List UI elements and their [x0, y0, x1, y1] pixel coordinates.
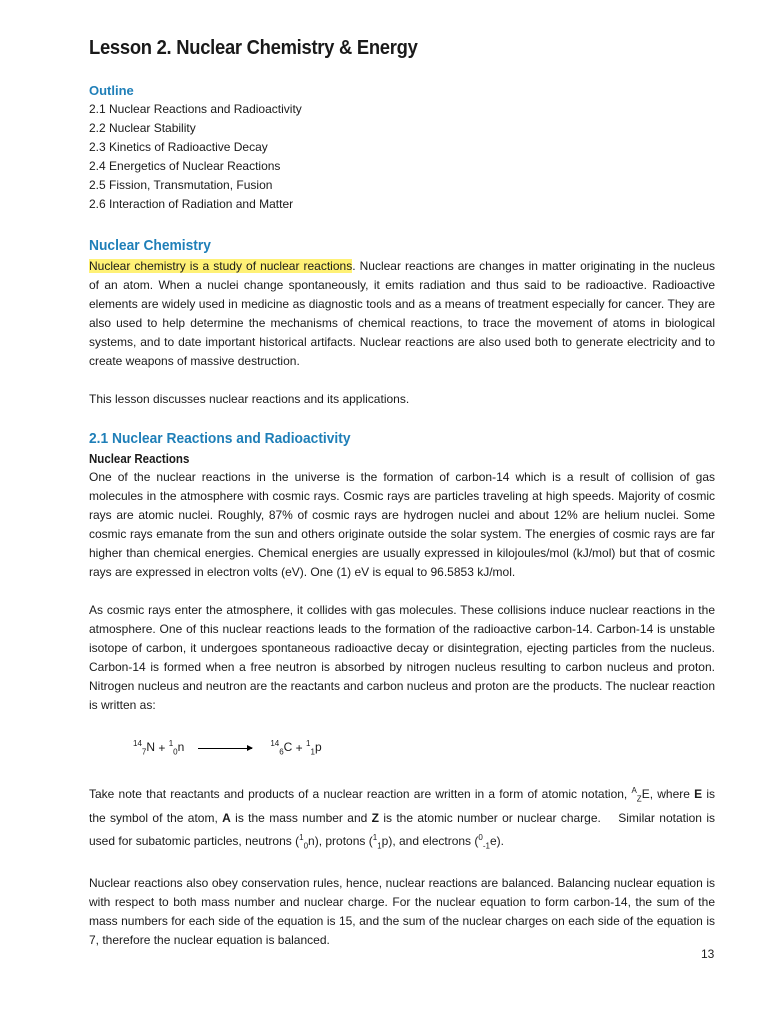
page-number: 13 [701, 947, 715, 961]
subheading-nuclear-reactions: Nuclear Reactions [89, 452, 190, 466]
highlighted-text: Nuclear chemistry is a study of nuclear reactions [89, 259, 353, 273]
outline-item: 2.2 Nuclear Stability [89, 121, 196, 135]
section-heading-nuclear-chemistry: Nuclear Chemistry [89, 237, 211, 254]
outline-item: 2.3 Kinetics of Radioactive Decay [89, 140, 268, 154]
paragraph: Nuclear reactions also obey conservation rules, hence, nuclear reactions are balanced. Balancing nuclear equation is with respect to both mass number and nuclear charge. For the nuclear equation to form carbon-14, the sum of the mass numbers for each side of the equation is 15, and the sum of the nuclear charges on each side of the equation is 7, therefore the nuclear equation is balanced. [89, 876, 715, 948]
paragraph: Take note that reactants and products of a nuclear reaction are written in a form of atomic notation, $^A_Z$E, where E is the symbol of the atom, A is the mass number and Z is the atomic number or nuclear charge. Similar notation is used for subatomic particles, neutrons ($^1_0$n), protons ($^1_1$p), and electrons ($^0_{-1}$e). [89, 786, 719, 851]
outline-item: 2.6 Interaction of Radiation and Matter [89, 197, 294, 211]
paragraph: One of the nuclear reactions in the universe is the formation of carbon-14 which is a result of collision of gas molecules in the atmosphere with cosmic rays. Cosmic rays are particles traveling at high speeds. Majority of cosmic rays are atomic nuclei. Roughly, 87% of cosmic rays are hydrogen nuclei and about 12% are helium nuclei. Some cosmic rays emanate from the sun and others originate outside the solar system. The energies of cosmic rays are far higher than chemical energies. Chemical energies are usually expressed in kilojoules/mol (kJ/mol) but that of cosmic rays are expressed in electron volts (eV). One (1) eV is equal to 96.5853 kJ/mol. [89, 470, 715, 579]
outline-item: 2.1 Nuclear Reactions and Radioactivity [89, 102, 302, 116]
section-heading-2-1: 2.1 Nuclear Reactions and Radioactivity [89, 430, 351, 447]
paragraph: This lesson discusses nuclear reactions and its applications. [89, 392, 410, 406]
outline-item: 2.5 Fission, Transmutation, Fusion [89, 178, 273, 192]
nuclear-equation: $^{14}_7$N + $^1_0$n $^{14}_6$C + $^1_1$p [133, 739, 322, 757]
reaction-arrow-icon [198, 748, 252, 749]
outline-list [89, 100, 715, 214]
lesson-title: Lesson 2. Nuclear Chemistry & Energy [89, 37, 418, 59]
paragraph: As cosmic rays enter the atmosphere, it collides with gas molecules. These collisions induce nuclear reactions in the atmosphere. One of this nuclear reactions leads to the formation of the radioactive carbon-14. Carbon-14 is unstable isotope of carbon, it undergoes spontaneous radioactive decay or disintegration, ejecting particles from the nucleus. Carbon-14 is formed when a free neutron is absorbed by nitrogen nucleus resulting to carbon nucleus and proton. Nitrogen nucleus and neutron are the reactants and carbon nucleus and proton are the products. The nuclear reaction is written as: [89, 603, 715, 712]
outline-item: 2.4 Energetics of Nuclear Reactions [89, 159, 281, 173]
paragraph: Nuclear chemistry is a study of nuclear reactions. Nuclear reactions are changes in matter originating in the nucleus of an atom. When a nuclei change spontaneously, it emits radiation and thus said to be radioactive. Radioactive elements are widely used in medicine as diagnostic tools and as a means of treatment especially for cancer. They are also used to help determine the mechanisms of chemical reactions, to trace the movement of atoms in biological systems, and to date important historical artifacts. Nuclear reactions are also used both to generate electricity and to create weapons of massive destruction. [89, 259, 716, 368]
document-page [89, 34, 719, 950]
outline-heading: Outline [89, 83, 134, 98]
